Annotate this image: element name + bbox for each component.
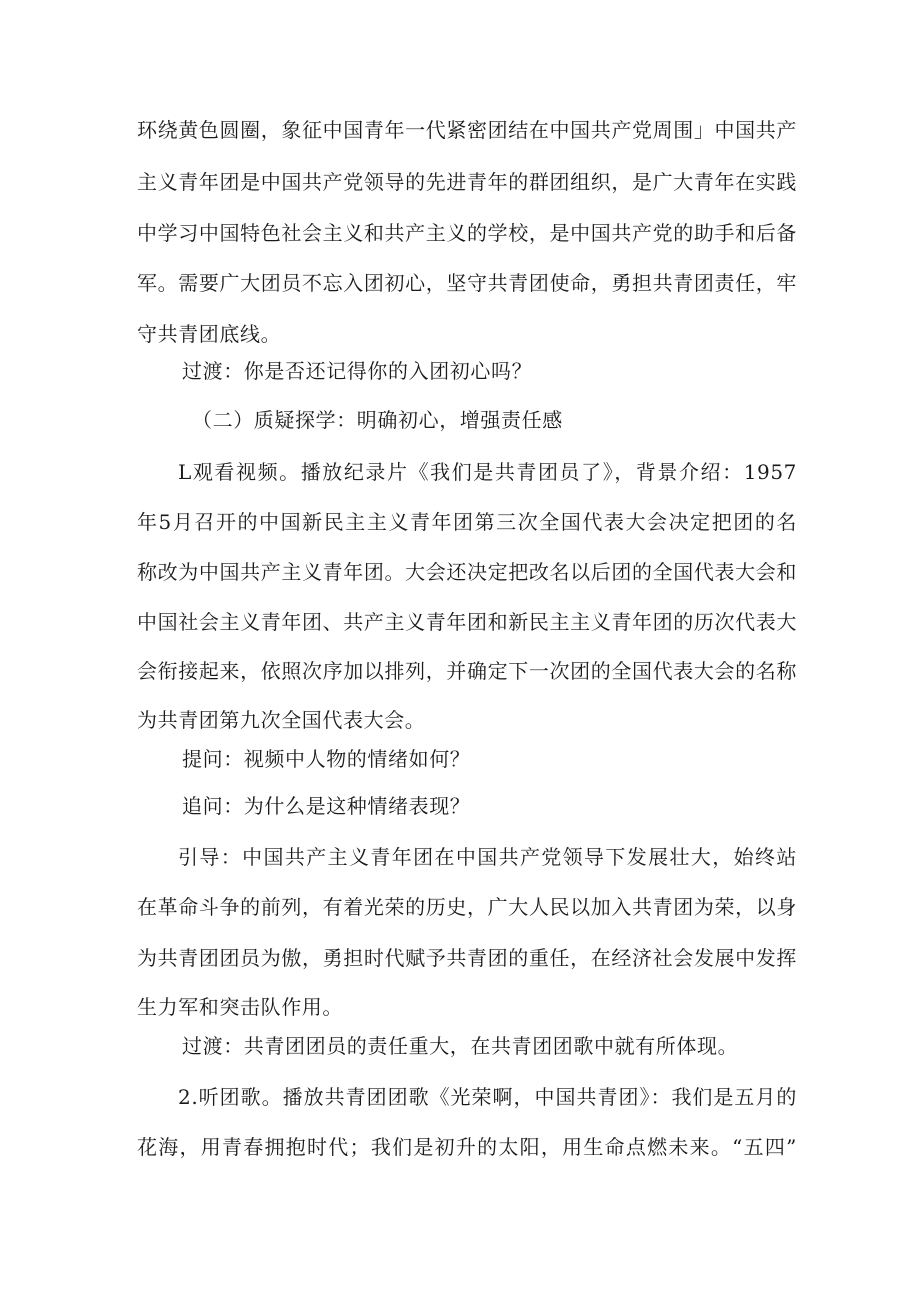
text-line: 生力军和突击队作用。 — [137, 995, 343, 1019]
text-line: 中学习中国特色社会主义和共产主义的学校，是中国共产党的助手和后备 — [137, 221, 797, 245]
text-line: 花海，用青春拥抱时代；我们是初升的太阳，用生命点燃未来。“五四” — [137, 1135, 797, 1159]
text-line: 军。需要广大团员不忘入团初心，坚守共青团使命，勇担共青团责任，牢 — [137, 271, 797, 295]
text-line: 环绕黄色圆圈，象征中国青年一代紧密团结在中国共产党周围」中国共产 — [137, 118, 797, 142]
text-line: 为共青团第九次全国代表大会。 — [137, 708, 426, 732]
text-line: 中国社会主义青年团、共产主义青年团和新民主主义青年团的历次代表大 — [137, 610, 797, 634]
text-line: 在革命斗争的前列，有着光荣的历史，广大人民以加入共青团为荣，以身 — [137, 895, 797, 919]
text-line: 过渡：你是否还记得你的入团初心吗？ — [182, 359, 533, 383]
text-line: 为共青团团员为傲，勇担时代赋予共青团的重任，在经济社会发展中发挥 — [137, 946, 797, 970]
text-line: 提问：视频中人物的情绪如何？ — [182, 747, 471, 771]
text-line: 守共青团底线。 — [137, 322, 282, 346]
text-line: 2.听团歌。播放共青团团歌《光荣啊，中国共青团》：我们是五月的 — [178, 1085, 797, 1109]
text-line: L观看视频。播放纪录片《我们是共青团员了》，背景介绍：1957 — [178, 460, 797, 484]
text-line: 过渡：共青团团员的责任重大，在共青团团歌中就有所体现。 — [182, 1034, 739, 1058]
text-line: 追问：为什么是这种情绪表现？ — [182, 794, 471, 818]
section-heading: （二）质疑探学：明确初心，增强责任感 — [192, 408, 563, 432]
text-line: 引导：中国共产主义青年团在中国共产党领导下发展壮大，始终站 — [178, 845, 797, 869]
text-line: 主义青年团是中国共产党领导的先进青年的群团组织，是广大青年在实践 — [137, 170, 797, 194]
text-line: 会衔接起来，依照次序加以排列，并确定下一次团的全国代表大会的名称 — [137, 659, 797, 683]
text-line: 年5月召开的中国新民主主义青年团第三次全国代表大会决定把团的名 — [137, 510, 797, 534]
text-line: 称改为中国共产主义青年团。大会还决定把改名以后团的全国代表大会和 — [137, 560, 797, 584]
